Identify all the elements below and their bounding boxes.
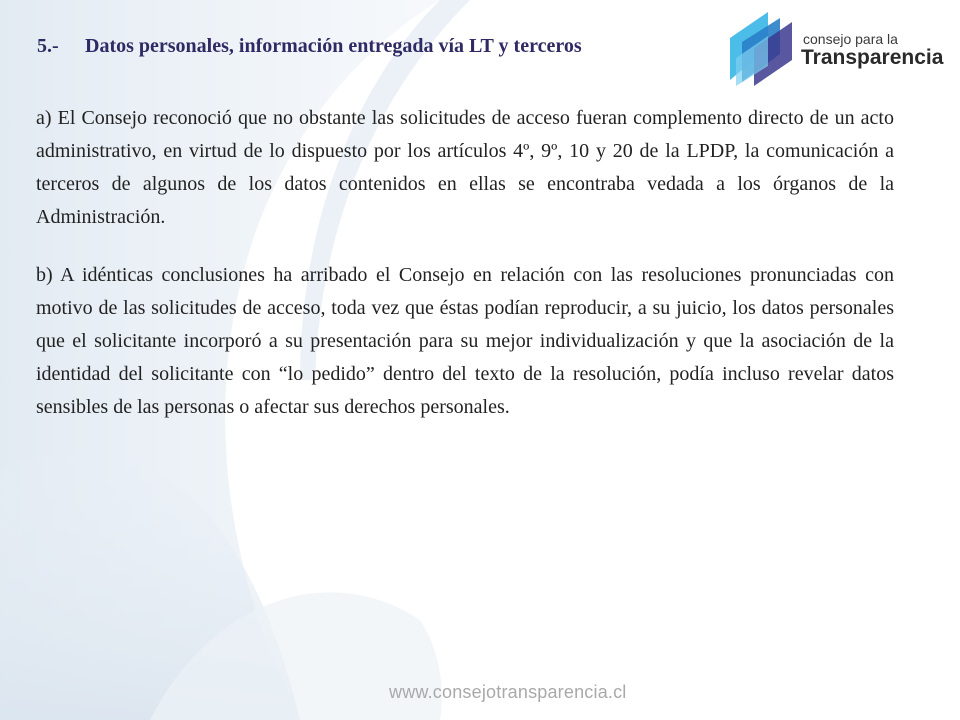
slide-title-text: Datos personales, información entregada vía LT y terceros	[85, 35, 582, 57]
footer-url: www.consejotransparencia.cl	[389, 682, 627, 702]
consejo-transparencia-logo	[728, 8, 950, 88]
slide-title	[37, 35, 582, 58]
logo-line-1: consejo para la	[803, 31, 898, 47]
logo-line-2: Transparencia	[801, 46, 944, 69]
slide-number: 5.-	[37, 35, 59, 57]
body-text	[36, 102, 894, 449]
paragraph-b: b) A idénticas conclusiones ha arribado el Consejo en relación con las resoluciones pronunciadas con motivo de las solicitudes de acceso, toda vez que éstas podían reproducir, a su juicio, los datos personales que el solicitante incorporó a su presentación para su mejor individualización y que la asociación de la identidad del solicitante con “lo pedido” dentro del texto de la resolución, podía incluso revelar datos sensibles de las personas o afectar sus derechos personales.	[36, 264, 894, 418]
paragraph-a: a) El Consejo reconoció que no obstante las solicitudes de acceso fueran complemento directo de un acto administrativo, en virtud de lo dispuesto por los artículos 4º, 9º, 10 y 20 de la LPDP, la comunicación a terceros de algunos de los datos contenidos en ellas se encontraba vedada a los órganos de la Administración.	[36, 107, 894, 228]
